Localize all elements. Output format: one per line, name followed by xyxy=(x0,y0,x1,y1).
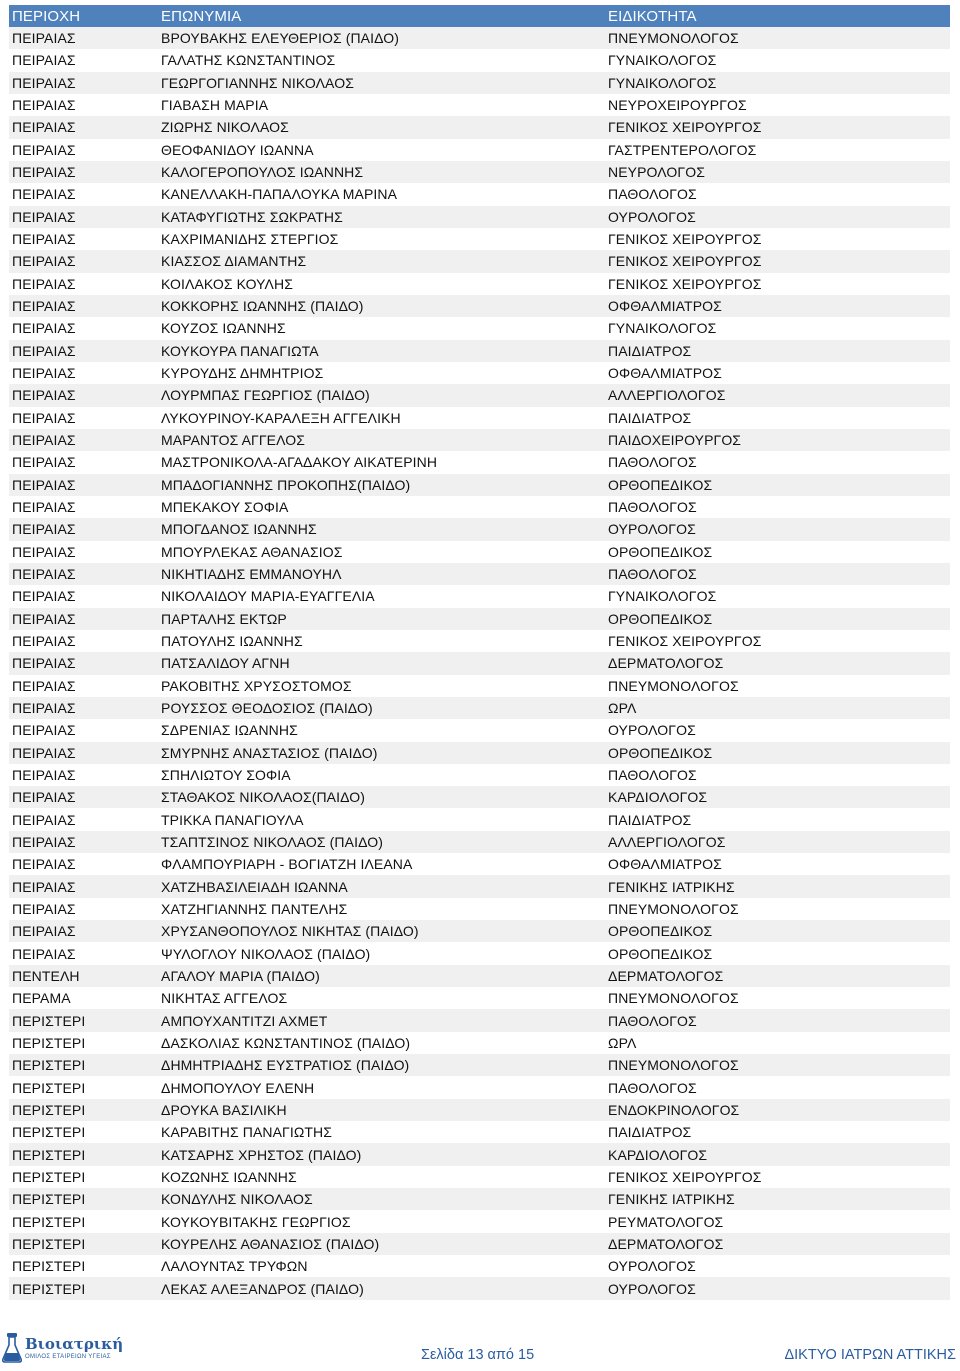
cell-specialty: ΟΦΘΑΛΜΙΑΤΡΟΣ xyxy=(608,365,722,382)
cell-name: ΜΠΟΓΔΑΝΟΣ ΙΩΑΝΝΗΣ xyxy=(161,521,317,538)
cell-specialty: ΟΡΘΟΠΕΔΙΚΟΣ xyxy=(608,945,713,962)
cell-area: ΠΕΙΡΑΙΑΣ xyxy=(12,521,76,538)
cell-name: ΡΑΚΟΒΙΤΗΣ ΧΡΥΣΟΣΤΟΜΟΣ xyxy=(161,677,352,694)
cell-name: ΜΑΣΤΡΟΝΙΚΟΛΑ-ΑΓΑΔΑΚΟΥ ΑΙΚΑΤΕΡΙΝΗ xyxy=(161,454,438,471)
cell-area: ΠΕΙΡΑΙΑΣ xyxy=(12,700,76,716)
cell-specialty: ΟΡΘΟΠΕΔΙΚΟΣ xyxy=(608,476,713,493)
table-row xyxy=(9,362,950,384)
table-row xyxy=(9,94,950,116)
logo-mark-icon xyxy=(2,1333,22,1363)
cell-area: ΠΕΙΡΑΙΑΣ xyxy=(12,923,76,940)
table-row xyxy=(9,273,950,295)
cell-name: ΓΑΛΑΤΗΣ ΚΩΝΣΤΑΝΤΙΝΟΣ xyxy=(161,52,336,69)
cell-specialty: ΔΕΡΜΑΤΟΛΟΓΟΣ xyxy=(608,655,724,672)
table-row xyxy=(9,407,950,429)
cell-name: ΖΙΩΡΗΣ ΝΙΚΟΛΑΟΣ xyxy=(161,119,289,136)
cell-specialty: ΟΥΡΟΛΟΓΟΣ xyxy=(608,1258,696,1275)
cell-name: ΚΑΝΕΛΛΑΚΗ-ΠΑΠΑΛΟΥΚΑ ΜΑΡΙΝΑ xyxy=(161,186,398,203)
cell-area: ΠΕΡΙΣΤΕΡΙ xyxy=(12,1079,86,1096)
cell-name: ΣΔΡΕΝΙΑΣ ΙΩΑΝΝΗΣ xyxy=(161,722,298,739)
cell-area: ΠΕΡΙΣΤΕΡΙ xyxy=(12,1168,86,1185)
table-row xyxy=(9,1143,950,1165)
cell-area: ΠΕΙΡΑΙΑΣ xyxy=(12,811,76,828)
table-row xyxy=(9,183,950,205)
table-row xyxy=(9,228,950,250)
table-row xyxy=(9,1210,950,1232)
table-row xyxy=(9,786,950,808)
cell-area: ΠΕΙΡΑΙΑΣ xyxy=(12,320,76,337)
cell-specialty: ΓΥΝΑΙΚΟΛΟΓΟΣ xyxy=(608,588,717,605)
cell-area: ΠΕΙΡΑΙΑΣ xyxy=(12,253,76,270)
cell-specialty: ΓΥΝΑΙΚΟΛΟΓΟΣ xyxy=(608,52,717,69)
table-row xyxy=(9,1009,950,1031)
cell-area: ΠΕΙΡΑΙΑΣ xyxy=(12,432,76,449)
table-row xyxy=(9,608,950,630)
cell-area: ΠΕΙΡΑΙΑΣ xyxy=(12,52,76,69)
cell-area: ΠΕΙΡΑΙΑΣ xyxy=(12,543,76,560)
cell-area: ΠΕΙΡΑΙΑΣ xyxy=(12,610,76,627)
cell-specialty: ΓΕΝΙΚΟΣ ΧΕΙΡΟΥΡΓΟΣ xyxy=(608,119,762,136)
cell-specialty: ΠΑΙΔΙΑΤΡΟΣ xyxy=(608,409,692,426)
cell-specialty: ΡΕΥΜΑΤΟΛΟΓΟΣ xyxy=(608,1213,724,1230)
header-area: ΠΕΡΙΟΧΗ xyxy=(12,7,81,25)
cell-name: ΔΑΣΚΟΛΙΑΣ ΚΩΝΣΤΑΝΤΙΝΟΣ (ΠΑΙΔΟ) xyxy=(161,1034,411,1051)
cell-specialty: ΓΥΝΑΙΚΟΛΟΓΟΣ xyxy=(608,74,717,91)
cell-area: ΠΕΡΙΣΤΕΡΙ xyxy=(12,1057,86,1074)
cell-specialty: ΟΦΘΑΛΜΙΑΤΡΟΣ xyxy=(608,856,722,873)
cell-specialty: ΓΕΝΙΚΟΣ ΧΕΙΡΟΥΡΓΟΣ xyxy=(608,231,762,248)
cell-area: ΠΕΙΡΑΙΑΣ xyxy=(12,387,76,404)
table-row xyxy=(9,317,950,339)
cell-name: ΔΗΜΟΠΟΥΛΟΥ ΕΛΕΝΗ xyxy=(161,1079,315,1096)
table-row xyxy=(9,764,950,786)
cell-name: ΚΑΧΡΙΜΑΝΙΔΗΣ ΣΤΕΡΓΙΟΣ xyxy=(161,231,339,248)
table-row xyxy=(9,116,950,138)
cell-specialty: ΓΕΝΙΚΟΣ ΧΕΙΡΟΥΡΓΟΣ xyxy=(608,1168,762,1185)
table-row xyxy=(9,585,950,607)
table-row xyxy=(9,987,950,1009)
cell-name: ΚΟΥΚΟΥΡΑ ΠΑΝΑΓΙΩΤΑ xyxy=(161,342,319,359)
table-row xyxy=(9,384,950,406)
cell-name: ΨΥΛΟΓΛΟΥ ΝΙΚΟΛΑΟΣ (ΠΑΙΔΟ) xyxy=(161,945,371,962)
cell-name: ΚΟΚΚΟΡΗΣ ΙΩΑΝΝΗΣ (ΠΑΙΔΟ) xyxy=(161,298,364,315)
cell-name: ΔΡΟΥΚΑ ΒΑΣΙΛΙΚΗ xyxy=(161,1101,287,1118)
cell-specialty: ΟΦΘΑΛΜΙΑΤΡΟΣ xyxy=(608,298,722,315)
cell-area: ΠΕΙΡΑΙΑΣ xyxy=(12,744,76,761)
cell-area: ΠΕΙΡΑΙΑΣ xyxy=(12,476,76,493)
cell-area: ΠΕΝΤΕΛΗ xyxy=(12,967,80,984)
cell-name: ΝΙΚΗΤΙΑΔΗΣ ΕΜΜΑΝΟΥΗΛ xyxy=(161,566,342,583)
cell-specialty: ΟΡΘΟΠΕΔΙΚΟΣ xyxy=(608,744,713,761)
cell-area: ΠΕΙΡΑΙΑΣ xyxy=(12,231,76,248)
cell-specialty: ΠΝΕΥΜΟΝΟΛΟΓΟΣ xyxy=(608,900,739,917)
table-row xyxy=(9,139,950,161)
cell-area: ΠΕΙΡΑΙΑΣ xyxy=(12,275,76,292)
cell-name: ΜΠΕΚΑΚΟΥ ΣΟΦΙΑ xyxy=(161,499,289,516)
cell-name: ΣΜΥΡΝΗΣ ΑΝΑΣΤΑΣΙΟΣ (ΠΑΙΔΟ) xyxy=(161,744,378,761)
cell-specialty: ΝΕΥΡΟΛΟΓΟΣ xyxy=(608,164,705,181)
cell-name: ΛΑΛΟΥΝΤΑΣ ΤΡΥΦΩΝ xyxy=(161,1258,308,1275)
cell-name: ΤΣΑΠΤΣΙΝΟΣ ΝΙΚΟΛΑΟΣ (ΠΑΙΔΟ) xyxy=(161,833,383,850)
cell-area: ΠΕΡΙΣΤΕΡΙ xyxy=(12,1101,86,1118)
cell-area: ΠΕΙΡΑΙΑΣ xyxy=(12,298,76,315)
cell-specialty: ΓΕΝΙΚΟΣ ΧΕΙΡΟΥΡΓΟΣ xyxy=(608,253,762,270)
table-row xyxy=(9,429,950,451)
table-row xyxy=(9,1188,950,1210)
table-row xyxy=(9,1099,950,1121)
table-row xyxy=(9,1076,950,1098)
cell-name: ΣΤΑΘΑΚΟΣ ΝΙΚΟΛΑΟΣ(ΠΑΙΔΟ) xyxy=(161,789,366,806)
cell-area: ΠΕΙΡΑΙΑΣ xyxy=(12,856,76,873)
cell-name: ΠΑΤΟΥΛΗΣ ΙΩΑΝΝΗΣ xyxy=(161,633,303,650)
cell-area: ΠΕΙΡΑΙΑΣ xyxy=(12,141,76,158)
cell-specialty: ΟΥΡΟΛΟΓΟΣ xyxy=(608,208,696,225)
table-row xyxy=(9,853,950,875)
cell-name: ΓΕΩΡΓΟΓΙΑΝΝΗΣ ΝΙΚΟΛΑΟΣ xyxy=(161,74,354,91)
cell-area: ΠΕΙΡΑΙΑΣ xyxy=(12,208,76,225)
cell-name: ΚΑΛΟΓΕΡΟΠΟΥΛΟΣ ΙΩΑΝΝΗΣ xyxy=(161,164,364,181)
cell-specialty: ΓΕΝΙΚΟΣ ΧΕΙΡΟΥΡΓΟΣ xyxy=(608,633,762,650)
cell-specialty: ΟΡΘΟΠΕΔΙΚΟΣ xyxy=(608,923,713,940)
cell-name: ΚΑΡΑΒΙΤΗΣ ΠΑΝΑΓΙΩΤΗΣ xyxy=(161,1124,333,1141)
cell-name: ΛΟΥΡΜΠΑΣ ΓΕΩΡΓΙΟΣ (ΠΑΙΔΟ) xyxy=(161,387,370,404)
table-row xyxy=(9,719,950,741)
cell-area: ΠΕΙΡΑΙΑΣ xyxy=(12,454,76,471)
cell-name: ΡΟΥΣΣΟΣ ΘΕΟΔΟΣΙΟΣ (ΠΑΙΔΟ) xyxy=(161,700,373,716)
table-row xyxy=(9,27,950,49)
cell-specialty: ΠΑΙΔΙΑΤΡΟΣ xyxy=(608,1124,692,1141)
cell-area: ΠΕΡΙΣΤΕΡΙ xyxy=(12,1124,86,1141)
table-row xyxy=(9,1277,950,1299)
table-row xyxy=(9,250,950,272)
table-row xyxy=(9,72,950,94)
company-logo xyxy=(2,1331,124,1365)
cell-specialty: ΟΥΡΟΛΟΓΟΣ xyxy=(608,1280,696,1297)
header-specialty: ΕΙΔΙΚΟΤΗΤΑ xyxy=(608,7,697,25)
table-row xyxy=(9,808,950,830)
table-row xyxy=(9,965,950,987)
cell-name: ΚΟΙΛΑΚΟΣ ΚΟΥΛΗΣ xyxy=(161,275,293,292)
cell-specialty: ΟΡΘΟΠΕΔΙΚΟΣ xyxy=(608,543,713,560)
table-row xyxy=(9,1121,950,1143)
cell-specialty: ΟΥΡΟΛΟΓΟΣ xyxy=(608,521,696,538)
cell-name: ΠΑΡΤΑΛΗΣ ΕΚΤΩΡ xyxy=(161,610,287,627)
table-row xyxy=(9,1255,950,1277)
cell-area: ΠΕΡΙΣΤΕΡΙ xyxy=(12,1034,86,1051)
logo-name: Βιοιατρική xyxy=(25,1334,124,1353)
cell-specialty: ΠΝΕΥΜΟΝΟΛΟΓΟΣ xyxy=(608,677,739,694)
cell-area: ΠΕΙΡΑΙΑΣ xyxy=(12,365,76,382)
cell-specialty: ΑΛΛΕΡΓΙΟΛΟΓΟΣ xyxy=(608,833,726,850)
cell-name: ΚΥΡΟΥΔΗΣ ΔΗΜΗΤΡΙΟΣ xyxy=(161,365,324,382)
cell-area: ΠΕΡΙΣΤΕΡΙ xyxy=(12,1213,86,1230)
cell-specialty: ΟΥΡΟΛΟΓΟΣ xyxy=(608,722,696,739)
cell-area: ΠΕΙΡΑΙΑΣ xyxy=(12,833,76,850)
cell-specialty: ΓΕΝΙΚΗΣ ΙΑΤΡΙΚΗΣ xyxy=(608,1191,735,1208)
table-row xyxy=(9,898,950,920)
table-row xyxy=(9,630,950,652)
table-row xyxy=(9,652,950,674)
cell-specialty: ΑΛΛΕΡΓΙΟΛΟΓΟΣ xyxy=(608,387,726,404)
table-row xyxy=(9,496,950,518)
cell-name: ΓΙΑΒΑΣΗ ΜΑΡΙΑ xyxy=(161,97,269,114)
table-row xyxy=(9,451,950,473)
cell-name: ΚΟΝΔΥΛΗΣ ΝΙΚΟΛΑΟΣ xyxy=(161,1191,313,1208)
cell-specialty: ΚΑΡΔΙΟΛΟΓΟΣ xyxy=(608,789,708,806)
cell-name: ΜΠΑΔΟΓΙΑΝΝΗΣ ΠΡΟΚΟΠΗΣ(ΠΑΙΔΟ) xyxy=(161,476,411,493)
cell-name: ΒΡΟΥΒΑΚΗΣ ΕΛΕΥΘΕΡΙΟΣ (ΠΑΙΔΟ) xyxy=(161,30,399,47)
cell-area: ΠΕΡΙΣΤΕΡΙ xyxy=(12,1280,86,1297)
cell-area: ΠΕΙΡΑΙΑΣ xyxy=(12,722,76,739)
cell-specialty: ΠΑΘΟΛΟΓΟΣ xyxy=(608,1012,697,1029)
cell-specialty: ΠΝΕΥΜΟΝΟΛΟΓΟΣ xyxy=(608,1057,739,1074)
cell-area: ΠΕΙΡΑΙΑΣ xyxy=(12,499,76,516)
cell-area: ΠΕΙΡΑΙΑΣ xyxy=(12,74,76,91)
table-row xyxy=(9,161,950,183)
cell-area: ΠΕΡΑΜΑ xyxy=(12,990,71,1007)
cell-area: ΠΕΙΡΑΙΑΣ xyxy=(12,900,76,917)
cell-area: ΠΕΙΡΑΙΑΣ xyxy=(12,878,76,895)
cell-name: ΝΙΚΟΛΑΙΔΟΥ ΜΑΡΙΑ-ΕΥΑΓΓΕΛΙΑ xyxy=(161,588,375,605)
cell-specialty: ΠΑΙΔΟΧΕΙΡΟΥΡΓΟΣ xyxy=(608,432,742,449)
cell-specialty: ΠΑΙΔΙΑΤΡΟΣ xyxy=(608,342,692,359)
cell-specialty: ΓΕΝΙΚΟΣ ΧΕΙΡΟΥΡΓΟΣ xyxy=(608,275,762,292)
logo-subtitle: ΟΜΙΛΟΣ ΕΤΑΙΡΕΙΩΝ ΥΓΕΙΑΣ xyxy=(25,1353,111,1360)
cell-specialty: ΠΝΕΥΜΟΝΟΛΟΓΟΣ xyxy=(608,990,739,1007)
table-row xyxy=(9,697,950,719)
table-header xyxy=(9,5,950,27)
table-row xyxy=(9,474,950,496)
table-row xyxy=(9,742,950,764)
page-footer xyxy=(0,1325,960,1371)
page-number: Σελίδα 13 από 15 xyxy=(421,1347,535,1363)
cell-name: ΚΑΤΑΦΥΓΙΩΤΗΣ ΣΩΚΡΑΤΗΣ xyxy=(161,208,343,225)
cell-name: ΚΟΥΖΟΣ ΙΩΑΝΝΗΣ xyxy=(161,320,286,337)
table-row xyxy=(9,920,950,942)
cell-area: ΠΕΡΙΣΤΕΡΙ xyxy=(12,1235,86,1252)
cell-name: ΘΕΟΦΑΝΙΔΟΥ ΙΩΑΝΝΑ xyxy=(161,141,314,158)
cell-area: ΠΕΙΡΑΙΑΣ xyxy=(12,633,76,650)
cell-specialty: ΚΑΡΔΙΟΛΟΓΟΣ xyxy=(608,1146,708,1163)
cell-name: ΤΡΙΚΚΑ ΠΑΝΑΓΙΟΥΛΑ xyxy=(161,811,304,828)
cell-specialty: ΓΕΝΙΚΗΣ ΙΑΤΡΙΚΗΣ xyxy=(608,878,735,895)
cell-area: ΠΕΙΡΑΙΑΣ xyxy=(12,945,76,962)
cell-name: ΑΜΠΟΥΧΑΝΤΙΤΖΙ ΑΧΜΕΤ xyxy=(161,1012,328,1029)
cell-area: ΠΕΙΡΑΙΑΣ xyxy=(12,119,76,136)
cell-name: ΧΡΥΣΑΝΘΟΠΟΥΛΟΣ ΝΙΚΗΤΑΣ (ΠΑΙΔΟ) xyxy=(161,923,419,940)
cell-specialty: ΩΡΛ xyxy=(608,700,637,716)
cell-specialty: ΠΑΘΟΛΟΓΟΣ xyxy=(608,1079,697,1096)
cell-area: ΠΕΙΡΑΙΑΣ xyxy=(12,186,76,203)
cell-area: ΠΕΡΙΣΤΕΡΙ xyxy=(12,1258,86,1275)
cell-name: ΦΛΑΜΠΟΥΡΙΑΡΗ - ΒΟΓΙΑΤΖΗ ΙΛΕΑΝΑ xyxy=(161,856,413,873)
table-row xyxy=(9,541,950,563)
cell-name: ΚΙΑΣΣΟΣ ΔΙΑΜΑΝΤΗΣ xyxy=(161,253,307,270)
cell-area: ΠΕΙΡΑΙΑΣ xyxy=(12,409,76,426)
cell-specialty: ΠΝΕΥΜΟΝΟΛΟΓΟΣ xyxy=(608,30,739,47)
cell-area: ΠΕΙΡΑΙΑΣ xyxy=(12,30,76,47)
cell-name: ΝΙΚΗΤΑΣ ΑΓΓΕΛΟΣ xyxy=(161,990,288,1007)
cell-area: ΠΕΙΡΑΙΑΣ xyxy=(12,342,76,359)
table-row xyxy=(9,1166,950,1188)
table-row xyxy=(9,206,950,228)
table-row xyxy=(9,1054,950,1076)
header-name: ΕΠΩΝΥΜΙΑ xyxy=(161,7,242,25)
cell-name: ΚΑΤΣΑΡΗΣ ΧΡΗΣΤΟΣ (ΠΑΙΔΟ) xyxy=(161,1146,362,1163)
cell-area: ΠΕΙΡΑΙΑΣ xyxy=(12,97,76,114)
cell-name: ΜΑΡΑΝΤΟΣ ΑΓΓΕΛΟΣ xyxy=(161,432,306,449)
cell-specialty: ΠΑΘΟΛΟΓΟΣ xyxy=(608,766,697,783)
table-row xyxy=(9,340,950,362)
cell-area: ΠΕΙΡΑΙΑΣ xyxy=(12,164,76,181)
cell-specialty: ΠΑΘΟΛΟΓΟΣ xyxy=(608,186,697,203)
cell-specialty: ΠΑΘΟΛΟΓΟΣ xyxy=(608,499,697,516)
table-row xyxy=(9,518,950,540)
cell-name: ΜΠΟΥΡΛΕΚΑΣ ΑΘΑΝΑΣΙΟΣ xyxy=(161,543,343,560)
cell-name: ΚΟΥΡΕΛΗΣ ΑΘΑΝΑΣΙΟΣ (ΠΑΙΔΟ) xyxy=(161,1235,380,1252)
cell-specialty: ΔΕΡΜΑΤΟΛΟΓΟΣ xyxy=(608,967,724,984)
cell-specialty: ΔΕΡΜΑΤΟΛΟΓΟΣ xyxy=(608,1235,724,1252)
cell-specialty: ΩΡΛ xyxy=(608,1034,637,1051)
table-row xyxy=(9,875,950,897)
table-row xyxy=(9,1233,950,1255)
table-body xyxy=(9,27,950,1300)
cell-specialty: ΠΑΘΟΛΟΓΟΣ xyxy=(608,454,697,471)
table-row xyxy=(9,675,950,697)
network-title: ΔΙΚΤΥΟ ΙΑΤΡΩΝ ΑΤΤΙΚΗΣ xyxy=(784,1347,956,1363)
table-row xyxy=(9,563,950,585)
cell-name: ΛΕΚΑΣ ΑΛΕΞΑΝΔΡΟΣ (ΠΑΙΔΟ) xyxy=(161,1280,364,1297)
table-row xyxy=(9,1032,950,1054)
cell-name: ΠΑΤΣΑΛΙΔΟΥ ΑΓΝΗ xyxy=(161,655,290,672)
table-row xyxy=(9,295,950,317)
cell-specialty: ΟΡΘΟΠΕΔΙΚΟΣ xyxy=(608,610,713,627)
cell-area: ΠΕΙΡΑΙΑΣ xyxy=(12,655,76,672)
cell-specialty: ΕΝΔΟΚΡΙΝΟΛΟΓΟΣ xyxy=(608,1101,740,1118)
cell-name: ΚΟΥΚΟΥΒΙΤΑΚΗΣ ΓΕΩΡΓΙΟΣ xyxy=(161,1213,351,1230)
cell-specialty: ΠΑΘΟΛΟΓΟΣ xyxy=(608,566,697,583)
table-row xyxy=(9,49,950,71)
doctors-table xyxy=(9,5,950,1300)
cell-name: ΧΑΤΖΗΓΙΑΝΝΗΣ ΠΑΝΤΕΛΗΣ xyxy=(161,900,348,917)
cell-name: ΚΟΖΩΝΗΣ ΙΩΑΝΝΗΣ xyxy=(161,1168,297,1185)
cell-specialty: ΓΑΣΤΡΕΝΤΕΡΟΛΟΓΟΣ xyxy=(608,141,757,158)
cell-area: ΠΕΙΡΑΙΑΣ xyxy=(12,766,76,783)
cell-name: ΑΓΑΛΟΥ ΜΑΡΙΑ (ΠΑΙΔΟ) xyxy=(161,967,320,984)
table-row xyxy=(9,831,950,853)
cell-area: ΠΕΙΡΑΙΑΣ xyxy=(12,677,76,694)
cell-name: ΧΑΤΖΗΒΑΣΙΛΕΙΑΔΗ ΙΩΑΝΝΑ xyxy=(161,878,348,895)
cell-area: ΠΕΡΙΣΤΕΡΙ xyxy=(12,1146,86,1163)
cell-area: ΠΕΡΙΣΤΕΡΙ xyxy=(12,1191,86,1208)
cell-specialty: ΓΥΝΑΙΚΟΛΟΓΟΣ xyxy=(608,320,717,337)
cell-name: ΛΥΚΟΥΡΙΝΟΥ-ΚΑΡΑΛΕΞΗ ΑΓΓΕΛΙΚΗ xyxy=(161,409,401,426)
cell-name: ΔΗΜΗΤΡΙΑΔΗΣ ΕΥΣΤΡΑΤΙΟΣ (ΠΑΙΔΟ) xyxy=(161,1057,410,1074)
cell-area: ΠΕΡΙΣΤΕΡΙ xyxy=(12,1012,86,1029)
cell-specialty: ΠΑΙΔΙΑΤΡΟΣ xyxy=(608,811,692,828)
cell-area: ΠΕΙΡΑΙΑΣ xyxy=(12,789,76,806)
cell-area: ΠΕΙΡΑΙΑΣ xyxy=(12,566,76,583)
cell-name: ΣΠΗΛΙΩΤΟΥ ΣΟΦΙΑ xyxy=(161,766,291,783)
cell-area: ΠΕΙΡΑΙΑΣ xyxy=(12,588,76,605)
cell-specialty: ΝΕΥΡΟΧΕΙΡΟΥΡΓΟΣ xyxy=(608,97,747,114)
table-row xyxy=(9,942,950,964)
